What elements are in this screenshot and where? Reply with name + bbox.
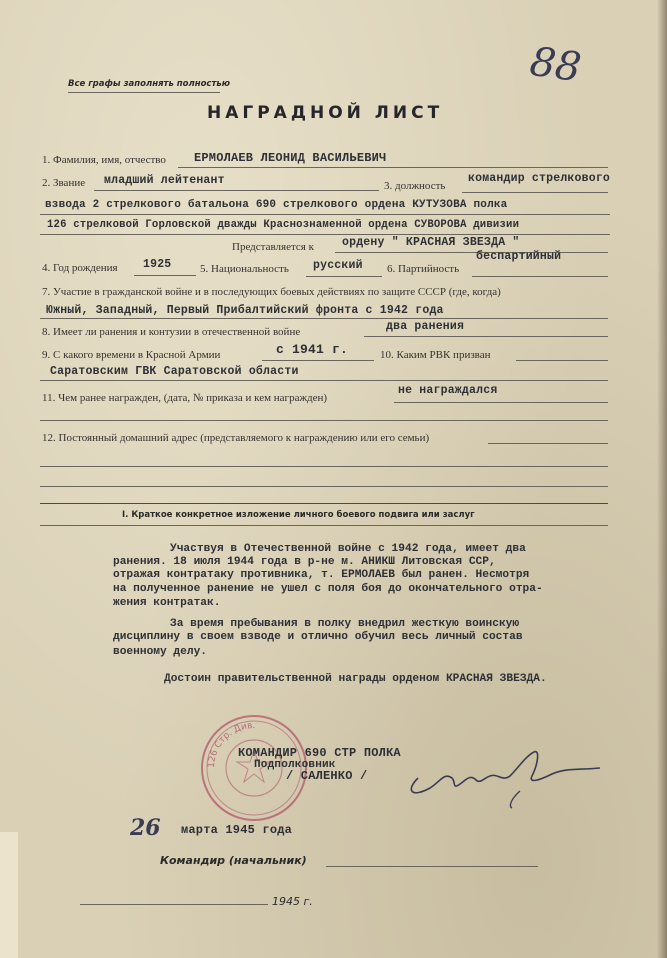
field-1-value: ЕРМОЛАЕВ ЛЕОНИД ВАСИЛЬЕВИЧ <box>194 151 387 165</box>
date-day: 26 <box>130 815 161 841</box>
field-10-line-b <box>40 380 608 381</box>
footer-year: 1945 г. <box>272 895 313 908</box>
field-6-label: 6. Партийность <box>387 263 460 275</box>
field-5-value: русский <box>313 259 363 272</box>
field-9-line <box>262 360 374 361</box>
field-1-line <box>178 167 608 168</box>
narrative-line-9: Достоин правительственной награды орденом КРАСНАЯ ЗВЕЗДА. <box>164 673 547 685</box>
document-title: НАГРАДНОЙ ЛИСТ <box>207 103 444 123</box>
fill-all-note: Все графы заполнять полностью <box>68 79 231 89</box>
field-8-label: 8. Имеет ли ранения и контузии в отечественной войне <box>42 326 301 338</box>
field-4-line <box>134 275 196 276</box>
field-6-value: беспартийный <box>476 250 562 263</box>
field-3-label: 3. должность <box>384 180 446 192</box>
presented-value: ордену " КРАСНАЯ ЗВЕЗДА " <box>342 236 520 249</box>
section-bottom-rule <box>40 525 608 526</box>
field-12-label: 12. Постоянный домашний адрес (представляемого к награждению или его семьи) <box>42 432 430 444</box>
field-11-label: 11. Чем ранее награжден, (дата, № приказа и кем награжден) <box>42 392 328 404</box>
signature-line-1: КОМАНДИР 690 СТР ПОЛКА <box>238 746 401 760</box>
paper-tab <box>0 832 18 958</box>
handwritten-page-number: 88 <box>527 38 584 92</box>
presented-line <box>335 252 608 253</box>
signature-line-3: / САЛЕНКО / <box>286 769 368 783</box>
field-12-line-c <box>40 486 608 487</box>
unit-underline-2 <box>40 234 610 235</box>
field-9-value: с 1941 г. <box>276 342 349 357</box>
unit-line-2: 126 стрелковой Горловской дважды Краснознаменной ордена СУВОРОВА дивизии <box>47 219 520 231</box>
field-8-value: два ранения <box>386 320 465 333</box>
scan-edge-shadow <box>657 0 667 958</box>
field-6-line <box>472 276 608 277</box>
footer-date-line <box>80 904 268 905</box>
narrative-line-2: ранения. 18 июля 1944 года в р-не м. АНИКШ Литовская ССР, <box>113 556 496 568</box>
field-7-label: 7. Участие в гражданской войне и в последующих боевых действиях по защите СССР (где, когда) <box>42 286 501 298</box>
field-2-label: 2. Звание <box>42 177 86 189</box>
presented-label: Представляется к <box>232 241 314 253</box>
field-10-label: 10. Каким РВК призван <box>380 349 491 361</box>
field-3-line <box>462 192 608 193</box>
field-11-line-a <box>394 402 608 403</box>
narrative-line-4: на полученное ранение не ушел с поля боя до окончательного отра- <box>113 583 543 595</box>
field-4-value: 1925 <box>143 258 172 271</box>
field-2-line <box>94 190 379 191</box>
field-4-label: 4. Год рождения <box>42 262 118 274</box>
field-12-line-b <box>40 466 608 467</box>
field-5-label: 5. Национальность <box>200 263 289 275</box>
field-7-line <box>40 318 608 319</box>
field-5-line <box>306 276 382 277</box>
narrative-line-1: Участвуя в Отечественной войне с 1942 года, имеет два <box>170 543 526 555</box>
narrative-line-7: дисциплину в своем взводе и отлично обучил весь личный состав <box>113 631 523 643</box>
commander-line <box>326 866 538 867</box>
note-underline <box>68 92 220 93</box>
narrative-line-8: военному делу. <box>113 646 207 658</box>
commander-label: Командир (начальник) <box>160 854 307 867</box>
unit-line-1: взвода 2 стрелкового батальона 690 стрелкового ордена КУТУЗОВА полка <box>45 199 508 211</box>
unit-underline-1 <box>40 214 610 215</box>
field-9-label: 9. С какого времени в Красной Армии <box>42 349 221 361</box>
section-top-rule <box>40 503 608 504</box>
section-title: I. Краткое конкретное изложение личного боевого подвига или заслуг <box>122 510 475 520</box>
field-11-value: не награждался <box>398 384 498 397</box>
field-1-label: 1. Фамилия, имя, отчество <box>42 154 166 166</box>
svg-text:126 Стр. Див. <box>207 721 256 768</box>
narrative-line-6: За время пребывания в полку внедрил жесткую воинскую <box>170 618 520 630</box>
field-3-value: командир стрелкового <box>468 172 611 185</box>
field-8-line <box>364 336 608 337</box>
stamp-text: 126 Стр. Див. <box>206 720 256 769</box>
signature-line-2: Подполковник <box>254 759 336 771</box>
narrative-line-5: жения контратак. <box>113 597 221 609</box>
date-month-year: марта 1945 года <box>181 823 293 837</box>
field-10-value: Саратовским ГВК Саратовской области <box>50 365 299 378</box>
handwritten-signature <box>400 736 610 811</box>
field-12-line-a <box>488 443 608 444</box>
field-11-line-b <box>40 420 608 421</box>
field-10-line-a <box>516 360 608 361</box>
field-7-value: Южный, Западный, Первый Прибалтийский фронта с 1942 года <box>46 304 444 317</box>
field-2-value: младший лейтенант <box>104 174 225 187</box>
narrative-line-3: отражая контратаку противника, т. ЕРМОЛАЕВ был ранен. Несмотря <box>113 569 530 581</box>
